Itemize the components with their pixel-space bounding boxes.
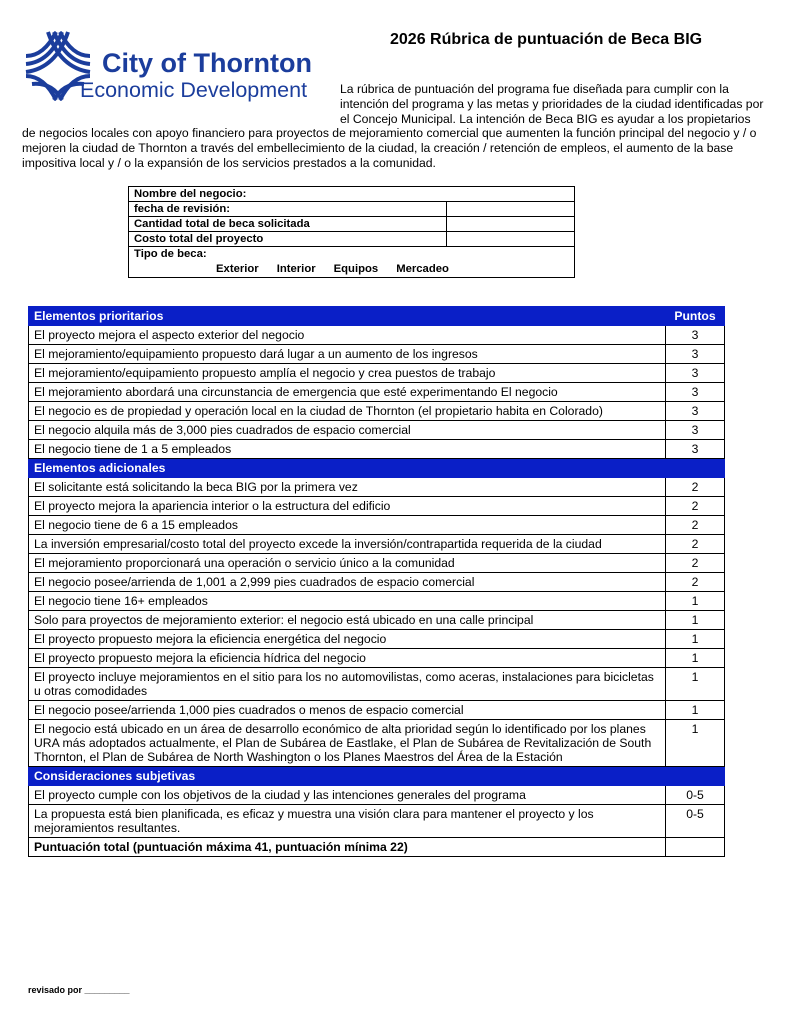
intro-text: La rúbrica de puntuación del programa fue diseñada para cumplir con la intención del programa y las metas y prioridades de la ciudad identificadas por el Concejo Municipal. La intención de Beca BIG es ayudar a los propietarios de negocios locales con apoyo financiero para proyectos de mejoramiento comercial que aumenten la función principal del negocio y / o mejoren la ciudad de Thornton a través del embellecimiento de la ciudad, la creación / retención de empleos, el aumento de la base impositiva local y / o la expansión de los servicios prestados a la comunidad. [22, 82, 764, 170]
criterion-text: El mejoramiento/equipamiento propuesto dará lugar a un aumento de los ingresos [29, 345, 666, 364]
criterion-points: 1 [666, 668, 725, 701]
criterion-text: El negocio posee/arrienda 1,000 pies cuadrados o menos de espacio comercial [29, 701, 666, 720]
requested-amount-field[interactable] [447, 217, 575, 232]
criterion-points: 3 [666, 383, 725, 402]
section-title: Elementos adicionales [29, 459, 666, 478]
section-points-blank [666, 459, 725, 478]
section-header-row [29, 307, 725, 326]
criterion-text: La inversión empresarial/costo total del proyecto excede la inversión/contrapartida requerida de la ciudad [29, 535, 666, 554]
total-score-field[interactable] [666, 838, 725, 857]
criterion-points: 3 [666, 326, 725, 345]
criterion-points: 1 [666, 701, 725, 720]
criterion-text: El mejoramiento abordará una circunstancia de emergencia que esté experimentando El negocio [29, 383, 666, 402]
grant-type-equipment[interactable]: Equipos [333, 263, 379, 275]
business-name-label: Nombre del negocio: [129, 187, 575, 202]
review-date-label: fecha de revisión: [129, 202, 447, 217]
requested-amount-label: Cantidad total de beca solicitada [129, 217, 447, 232]
criterion-row [29, 421, 725, 440]
grant-type-options [134, 262, 569, 277]
criterion-points: 3 [666, 421, 725, 440]
grant-type-cell [129, 247, 575, 278]
criterion-row [29, 668, 725, 701]
criterion-text: El negocio tiene 16+ empleados [29, 592, 666, 611]
criterion-points: 1 [666, 649, 725, 668]
criterion-row [29, 649, 725, 668]
grant-type-label: Tipo de beca: [134, 248, 207, 260]
points-header: Puntos [666, 307, 725, 326]
review-date-field[interactable] [447, 202, 575, 217]
criterion-text: El negocio tiene de 1 a 5 empleados [29, 440, 666, 459]
criterion-text: El solicitante está solicitando la beca BIG por la primera vez [29, 478, 666, 497]
criterion-text: La propuesta está bien planificada, es eficaz y muestra una visión clara para mantener el proyecto y los mejoramientos resultantes. [29, 805, 666, 838]
logo-subtitle: Economic Development [80, 78, 308, 102]
criterion-points: 2 [666, 554, 725, 573]
criterion-row [29, 364, 725, 383]
criterion-row [29, 786, 725, 805]
criterion-points: 3 [666, 364, 725, 383]
intro-paragraph [22, 82, 767, 171]
criterion-row [29, 516, 725, 535]
project-cost-field[interactable] [447, 232, 575, 247]
criterion-row [29, 720, 725, 767]
criterion-text: El mejoramiento proporcionará una operación o servicio único a la comunidad [29, 554, 666, 573]
section-title: Consideraciones subjetivas [29, 767, 666, 786]
criterion-points: 1 [666, 630, 725, 649]
criterion-points: 3 [666, 402, 725, 421]
criterion-row [29, 478, 725, 497]
criterion-points: 3 [666, 345, 725, 364]
section-title: Elementos prioritarios [29, 307, 666, 326]
section-header-row [29, 459, 725, 478]
criterion-text: El proyecto incluye mejoramientos en el sitio para los no automovilistas, como aceras, instalaciones para bicicletas u otras comodidades [29, 668, 666, 701]
project-cost-label: Costo total del proyecto [129, 232, 447, 247]
logo-title: City of Thornton [102, 48, 312, 78]
criterion-row [29, 402, 725, 421]
criterion-points: 2 [666, 516, 725, 535]
criterion-text: El proyecto propuesto mejora la eficiencia energética del negocio [29, 630, 666, 649]
business-info-table [128, 186, 575, 278]
criterion-points: 2 [666, 573, 725, 592]
total-row [29, 838, 725, 857]
criterion-text: El negocio está ubicado en un área de desarrollo económico de alta prioridad según lo identificado por los planes URA más adoptados actualmente, el Plan de Subárea de Eastlake, el Plan de Subárea de Revitalización de South Thornton, el Plan de Subárea de North Washington o los Planes Maestros del Área de la Estación [29, 720, 666, 767]
criterion-points: 1 [666, 720, 725, 767]
criterion-text: El proyecto cumple con los objetivos de la ciudad y las intenciones generales del programa [29, 786, 666, 805]
criterion-row [29, 630, 725, 649]
criterion-row [29, 345, 725, 364]
criterion-row [29, 497, 725, 516]
criterion-text: Solo para proyectos de mejoramiento exterior: el negocio está ubicado en una calle principal [29, 611, 666, 630]
criterion-row [29, 805, 725, 838]
grant-type-exterior[interactable]: Exterior [216, 263, 259, 275]
criterion-points: 2 [666, 478, 725, 497]
criterion-row [29, 326, 725, 345]
criterion-text: El proyecto propuesto mejora la eficiencia hídrica del negocio [29, 649, 666, 668]
criterion-text: El proyecto mejora el aspecto exterior del negocio [29, 326, 666, 345]
criterion-points: 1 [666, 611, 725, 630]
criterion-row [29, 535, 725, 554]
criterion-points: 2 [666, 497, 725, 516]
criterion-text: El negocio alquila más de 3,000 pies cuadrados de espacio comercial [29, 421, 666, 440]
criterion-row [29, 383, 725, 402]
grant-type-marketing[interactable]: Mercadeo [396, 263, 449, 275]
criterion-row [29, 554, 725, 573]
section-points-blank [666, 767, 725, 786]
criterion-text: El negocio posee/arrienda de 1,001 a 2,999 pies cuadrados de espacio comercial [29, 573, 666, 592]
criterion-points: 0-5 [666, 805, 725, 838]
criterion-points: 3 [666, 440, 725, 459]
criterion-row [29, 611, 725, 630]
scoring-table [28, 306, 725, 857]
reviewed-by: revisado por _________ [28, 985, 130, 995]
criterion-points: 0-5 [666, 786, 725, 805]
section-header-row [29, 767, 725, 786]
criterion-text: El proyecto mejora la apariencia interior o la estructura del edificio [29, 497, 666, 516]
grant-type-interior[interactable]: Interior [276, 263, 316, 275]
criterion-text: El negocio tiene de 6 a 15 empleados [29, 516, 666, 535]
criterion-text: El negocio es de propiedad y operación local en la ciudad de Thornton (el propietario habita en Colorado) [29, 402, 666, 421]
total-label: Puntuación total (puntuación máxima 41, puntuación mínima 22) [29, 838, 666, 857]
document-title: 2026 Rúbrica de puntuación de Beca BIG [390, 31, 703, 48]
criterion-row [29, 573, 725, 592]
criterion-text: El mejoramiento/equipamiento propuesto amplía el negocio y crea puestos de trabajo [29, 364, 666, 383]
criterion-row [29, 592, 725, 611]
criterion-row [29, 440, 725, 459]
criterion-points: 1 [666, 592, 725, 611]
criterion-row [29, 701, 725, 720]
criterion-points: 2 [666, 535, 725, 554]
